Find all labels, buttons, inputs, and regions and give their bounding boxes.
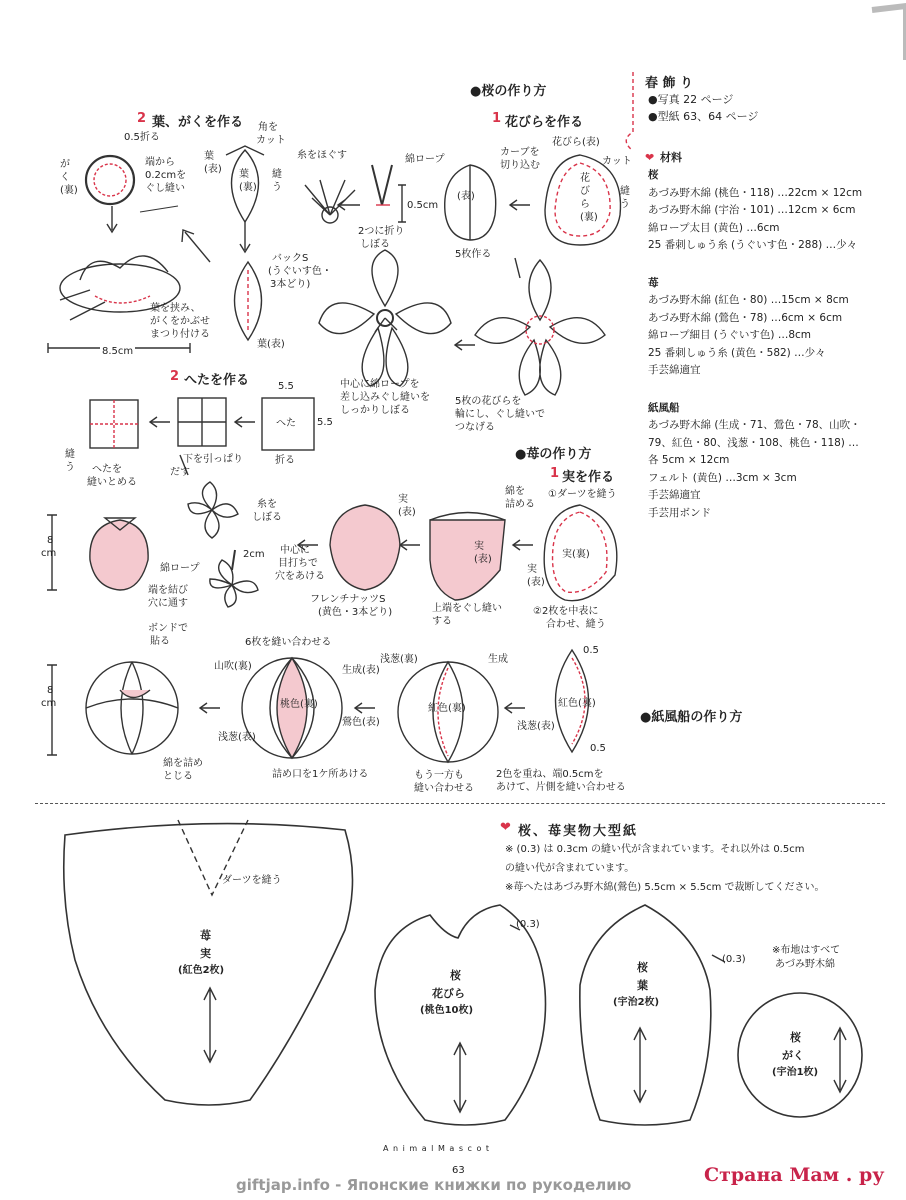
label: 2cm: [243, 549, 265, 560]
label: へた: [276, 418, 296, 429]
label: 花びら(表): [552, 137, 600, 148]
pattern-label: 花びら: [432, 987, 465, 1000]
label: 詰め口を1ケ所あける: [272, 769, 369, 780]
label: 葉(表): [257, 339, 285, 350]
pattern-label: (宇治1枚): [772, 1067, 819, 1078]
label: 5枚作る: [455, 249, 492, 260]
label: (表): [457, 191, 475, 202]
pattern-label: 桜: [450, 969, 461, 982]
label: 中心に: [280, 545, 310, 556]
section-divider: [35, 803, 885, 804]
label: ボンドで: [148, 623, 188, 634]
fruit-step-title: 実を作る: [562, 470, 615, 485]
material-item: 手芸用ボンド: [648, 506, 711, 519]
label: カット: [256, 135, 286, 146]
label: 5.5: [278, 381, 294, 392]
label: 上端をぐし縫い: [432, 603, 502, 614]
label: 浅葱(表): [517, 721, 555, 732]
label: 2色を重ね、端0.5cmを: [496, 769, 604, 780]
darts-label: ダーツを縫う: [222, 875, 282, 886]
label: ①ダーツを縫う: [548, 489, 617, 500]
label: 実(表): [474, 541, 492, 565]
label: 詰める: [505, 499, 535, 510]
label: フレンチナッツS: [310, 594, 386, 605]
site-watermark: giftjap.info - Японские книжки по рукоделию: [236, 1176, 632, 1194]
material-item: 25 番刺しゅう糸 (うぐいす色・288) …少々: [648, 239, 858, 251]
label: 5枚の花びらを: [455, 396, 522, 407]
label: 0.5折る: [124, 132, 160, 143]
pattern-label: (桃色10枚): [420, 1005, 474, 1016]
balloon-title: ●紙風船の作り方: [640, 710, 743, 725]
logo-watermark: Страна Мам . ру: [704, 1164, 885, 1186]
label: 0.5: [583, 645, 599, 656]
label: 0.5: [590, 743, 606, 754]
label: 角を: [258, 122, 278, 133]
label: 端を結び: [148, 585, 188, 596]
material-item: あづみ野木綿 (生成・71、鶯色・78、山吹・: [648, 419, 861, 431]
brand-footer: A n i m a l M a s c o t: [383, 1144, 491, 1153]
label: ②2枚を中表に: [533, 606, 599, 617]
label: だす: [170, 467, 190, 478]
material-item: 25 番刺しゅう糸 (黄色・582) …少々: [648, 346, 826, 359]
heart-icon: ❤: [500, 820, 511, 835]
label: 差し込みぐし縫いを: [340, 392, 430, 403]
label: 0.5cm: [407, 200, 439, 211]
step-number: 1: [492, 111, 502, 126]
label: (黄色・3本どり): [318, 607, 393, 618]
material-item: 79、紅色・80、浅葱・108、桃色・118) …: [648, 436, 859, 449]
pattern-label: 桜: [637, 961, 648, 974]
label: 穴に通す: [148, 598, 188, 609]
label: とじる: [163, 771, 193, 782]
label: 穴をあける: [275, 571, 325, 582]
height-label: 8: [47, 685, 54, 696]
label: 綿ロープ: [160, 563, 200, 574]
pattern-note: ※ (0.3) は 0.3cm の縫い代が含まれています。それ以外は 0.5cm: [505, 844, 805, 855]
step-number: 2: [170, 369, 180, 384]
label: 葉(裏): [239, 169, 257, 193]
kamifusen-name: 紙風船: [648, 401, 680, 414]
heta-step-title: へたを作る: [184, 373, 250, 388]
step-number: 2: [137, 111, 147, 126]
seam-allowance-label: (0.3): [722, 954, 746, 965]
label: ぐし縫い: [145, 183, 185, 194]
label: つなげる: [455, 422, 495, 433]
material-item: あづみ野木綿 (鶯色・78) …6cm × 6cm: [648, 311, 843, 324]
label: 6枚を縫い合わせる: [245, 637, 332, 648]
heart-icon: ❤: [645, 151, 655, 164]
pattern-note: ※苺へたはあづみ野木綿(鶯色) 5.5cm × 5.5cm で裁断してください。: [505, 882, 825, 893]
label: 縫いとめる: [87, 477, 137, 488]
materials-list: [648, 167, 862, 522]
label: あけて、片側を縫い合わせる: [496, 782, 626, 793]
materials-section-title: 春 飾 り: [645, 76, 694, 91]
pattern-label: 桜: [790, 1031, 801, 1044]
label: へたを: [92, 464, 122, 475]
sakura-name: 桜: [648, 169, 659, 181]
page-number: 63: [452, 1165, 465, 1176]
material-item: フェルト (黄色) …3cm × 3cm: [648, 471, 797, 484]
label: 紅色(裏): [558, 698, 596, 709]
material-item: あづみ野木綿 (紅色・80) …15cm × 8cm: [648, 294, 849, 306]
label: する: [432, 616, 452, 627]
label: 2つに折り: [358, 226, 405, 237]
label: 綿ロープ: [405, 154, 445, 165]
label: 紅色(裏): [428, 703, 466, 714]
pattern-note: あづみ野木綿: [775, 959, 835, 970]
material-item: 綿ロープ細目 (うぐいす色) …8cm: [648, 329, 812, 341]
pattern-label: がく: [782, 1049, 804, 1062]
label: 花びら(裏): [580, 173, 598, 223]
label: 糸をほぐす: [297, 150, 347, 161]
label: バックS: [272, 253, 309, 264]
pattern-ref: ●型紙 63、64 ページ: [648, 110, 759, 123]
label: しぼる: [360, 239, 390, 250]
label: 浅葱(表): [218, 732, 256, 743]
sakura-title: ●桜の作り方: [470, 84, 547, 99]
label: 3本どり): [270, 279, 311, 290]
label: カット: [602, 156, 632, 167]
material-item: 手芸綿適宜: [648, 364, 701, 376]
label: 桃色(裏): [280, 699, 318, 710]
petal-step-title: 花びらを作る: [505, 115, 584, 130]
label: 合わせ、縫う: [546, 619, 606, 630]
pattern-label: (宇治2枚): [613, 997, 660, 1008]
label: 糸を: [257, 499, 277, 510]
label: 中心に綿ロープを: [340, 379, 420, 390]
label: 縫い合わせる: [414, 783, 474, 794]
height-label: 8: [47, 535, 54, 546]
label: 実(裏): [562, 549, 590, 560]
height-unit: cm: [41, 698, 57, 709]
material-item: あづみ野木綿 (桃色・118) …22cm × 12cm: [648, 186, 863, 199]
ichigo-name: 苺: [648, 276, 659, 289]
label: 0.2cmを: [145, 170, 187, 181]
pattern-label: 苺: [200, 929, 211, 942]
materials-heading: 材料: [660, 151, 682, 164]
pattern-label: 実: [200, 947, 211, 960]
step-number: 1: [550, 466, 560, 481]
label: まつり付ける: [150, 329, 210, 340]
label: 端から: [145, 157, 175, 168]
label: 生成(表): [342, 665, 380, 676]
label: 浅葱(裏): [380, 654, 418, 665]
label: カーブを: [500, 147, 540, 158]
label: 下を引っぱり: [183, 454, 243, 465]
pattern-note: ※布地はすべて: [772, 945, 841, 956]
leaf-step-title: 葉、がくを作る: [152, 115, 244, 130]
seam-allowance-label: (0.3): [516, 919, 540, 930]
label: 綿を: [505, 486, 525, 497]
label: がくをかぶせ: [150, 316, 210, 327]
label: もう一方も: [414, 770, 464, 781]
label: 葉を挟み、: [150, 303, 201, 314]
material-item: 綿ロープ太目 (黄色) …6cm: [648, 221, 780, 234]
label: 輪にし、ぐし縫いで: [455, 409, 545, 420]
label: 葉(表): [204, 151, 222, 175]
pattern-label: 葉: [637, 979, 648, 992]
label: 綿を詰め: [163, 758, 203, 769]
label: 山吹(裏): [214, 661, 252, 672]
material-item: 各 5cm × 12cm: [648, 454, 730, 466]
label: 切り込む: [500, 160, 540, 171]
label: 目打ちで: [278, 558, 318, 569]
label: しっかりしぼる: [340, 405, 410, 416]
material-item: あづみ野木綿 (宇治・101) …12cm × 6cm: [648, 204, 856, 216]
photo-ref: ●写真 22 ページ: [648, 93, 734, 106]
patterns-title: 桜、苺実物大型紙: [518, 824, 639, 839]
label: 生成: [488, 654, 508, 665]
strawberry-title: ●苺の作り方: [515, 447, 592, 462]
label: (うぐいす色・: [268, 266, 332, 277]
label: 実(表): [527, 564, 545, 588]
label: 折る: [275, 455, 295, 466]
pattern-note: の縫い代が含まれています。: [505, 863, 635, 874]
label: 縫う: [272, 169, 282, 193]
label: 縫う: [620, 186, 630, 210]
label: 貼る: [150, 636, 170, 647]
material-item: 手芸綿適宜: [648, 489, 701, 501]
width-label: 8.5cm: [102, 346, 134, 357]
pattern-label: (紅色2枚): [178, 965, 225, 976]
label: 5.5: [317, 417, 333, 428]
label: 実(表): [398, 494, 416, 518]
height-unit: cm: [41, 548, 57, 559]
label: しぼる: [252, 512, 282, 523]
label: 縫う: [65, 449, 75, 473]
label: 鶯色(表): [342, 717, 380, 728]
label: がく(裏): [60, 159, 78, 196]
